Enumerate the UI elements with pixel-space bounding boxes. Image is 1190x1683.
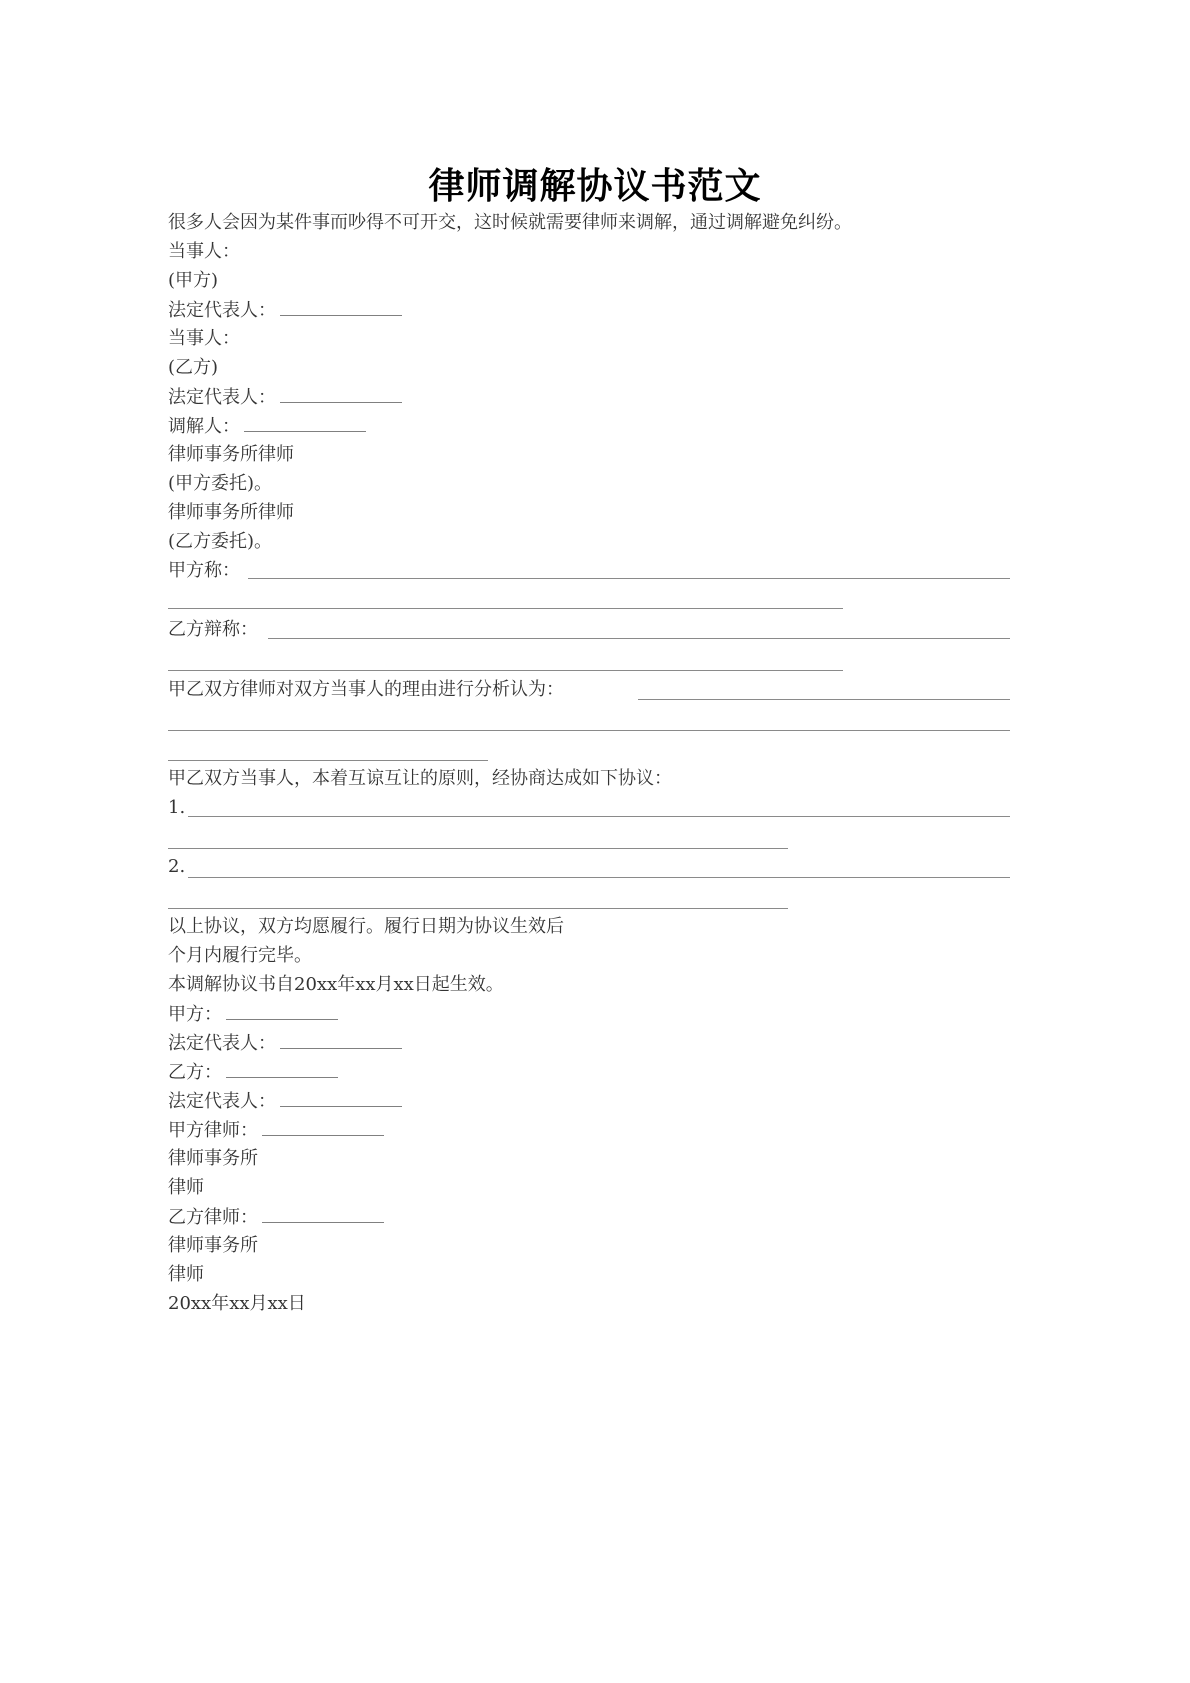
sign-date: 20xx年xx月xx日 [168,1293,306,1314]
party-a-rep-blank[interactable] [280,295,402,316]
mediator-label: 调解人： [168,416,240,437]
party-a-rep-row [168,295,402,324]
party-a-rep-label: 法定代表人： [168,300,276,321]
analysis-label: 甲乙双方律师对双方当事人的理由进行分析认为： [168,679,564,700]
sign-lawyer-b-firm: 律师事务所 [168,1235,258,1256]
mediator-row [168,411,366,440]
sign-party-b-label: 乙方： [168,1062,222,1083]
party-b-rep-row [168,382,402,411]
analysis-blank-1[interactable] [638,699,1010,700]
party-b-tag: (乙方) [168,357,219,378]
sign-party-b-rep-row [168,1086,402,1115]
agreement-item-1-number: 1. [168,797,186,818]
sign-lawyer-a-title: 律师 [168,1177,204,1198]
sign-lawyer-a-blank[interactable] [262,1115,384,1136]
party-b-header: 当事人： [168,328,240,349]
mediator-blank[interactable] [244,411,366,432]
sign-party-a-label: 甲方： [168,1004,222,1025]
sign-lawyer-b-title: 律师 [168,1264,204,1285]
lawyer-b-entrust: (乙方委托)。 [168,531,273,552]
party-b-defense-blank-2[interactable] [168,670,843,671]
sign-lawyer-a-firm: 律师事务所 [168,1148,258,1169]
performance-line-1: 以上协议，双方均愿履行。履行日期为协议生效后 [168,916,564,937]
party-a-tag: (甲方) [168,270,219,291]
sign-party-b-row [168,1057,338,1086]
sign-lawyer-a-label: 甲方律师： [168,1120,258,1141]
party-b-rep-label: 法定代表人： [168,387,276,408]
sign-lawyer-b-label: 乙方律师： [168,1207,258,1228]
sign-lawyer-b-row [168,1202,384,1231]
sign-lawyer-a-row [168,1115,384,1144]
party-a-claim-blank-2[interactable] [168,608,843,609]
agreement-item-1-blank-2[interactable] [168,848,788,849]
sign-lawyer-b-blank[interactable] [262,1202,384,1223]
party-b-rep-blank[interactable] [280,382,402,403]
sign-party-a-rep-row [168,1028,402,1057]
lawyer-a-entrust: (甲方委托)。 [168,473,273,494]
party-a-header: 当事人： [168,241,240,262]
performance-line-2: 个月内履行完毕。 [168,945,312,966]
party-b-defense-label: 乙方辩称： [168,619,258,640]
agreement-item-2-blank-1[interactable] [188,877,1010,878]
effective-date: 本调解协议书自20xx年xx月xx日起生效。 [168,974,504,995]
sign-party-b-rep-blank[interactable] [280,1086,402,1107]
agreement-item-2-number: 2. [168,856,186,877]
sign-party-a-blank[interactable] [226,999,338,1020]
analysis-blank-2[interactable] [168,730,1010,731]
party-a-claim-blank-1[interactable] [248,578,1010,579]
party-b-defense-blank-1[interactable] [268,638,1010,639]
sign-party-a-rep-label: 法定代表人： [168,1033,276,1054]
agreement-item-1-blank-1[interactable] [188,816,1010,817]
analysis-blank-3[interactable] [168,760,488,761]
sign-party-a-rep-blank[interactable] [280,1028,402,1049]
lawyer-b-firm: 律师事务所律师 [168,502,294,523]
agreement-item-2-blank-2[interactable] [168,908,788,909]
document-title: 律师调解协议书范文 [428,166,762,207]
intro-text: 很多人会因为某件事而吵得不可开交，这时候就需要律师来调解，通过调解避免纠纷。 [168,212,852,233]
sign-party-a-row [168,999,338,1028]
lawyer-a-firm: 律师事务所律师 [168,444,294,465]
sign-party-b-blank[interactable] [226,1057,338,1078]
sign-party-b-rep-label: 法定代表人： [168,1091,276,1112]
party-a-claim-label: 甲方称： [168,560,240,581]
agreement-intro: 甲乙双方当事人，本着互谅互让的原则，经协商达成如下协议： [168,768,672,789]
